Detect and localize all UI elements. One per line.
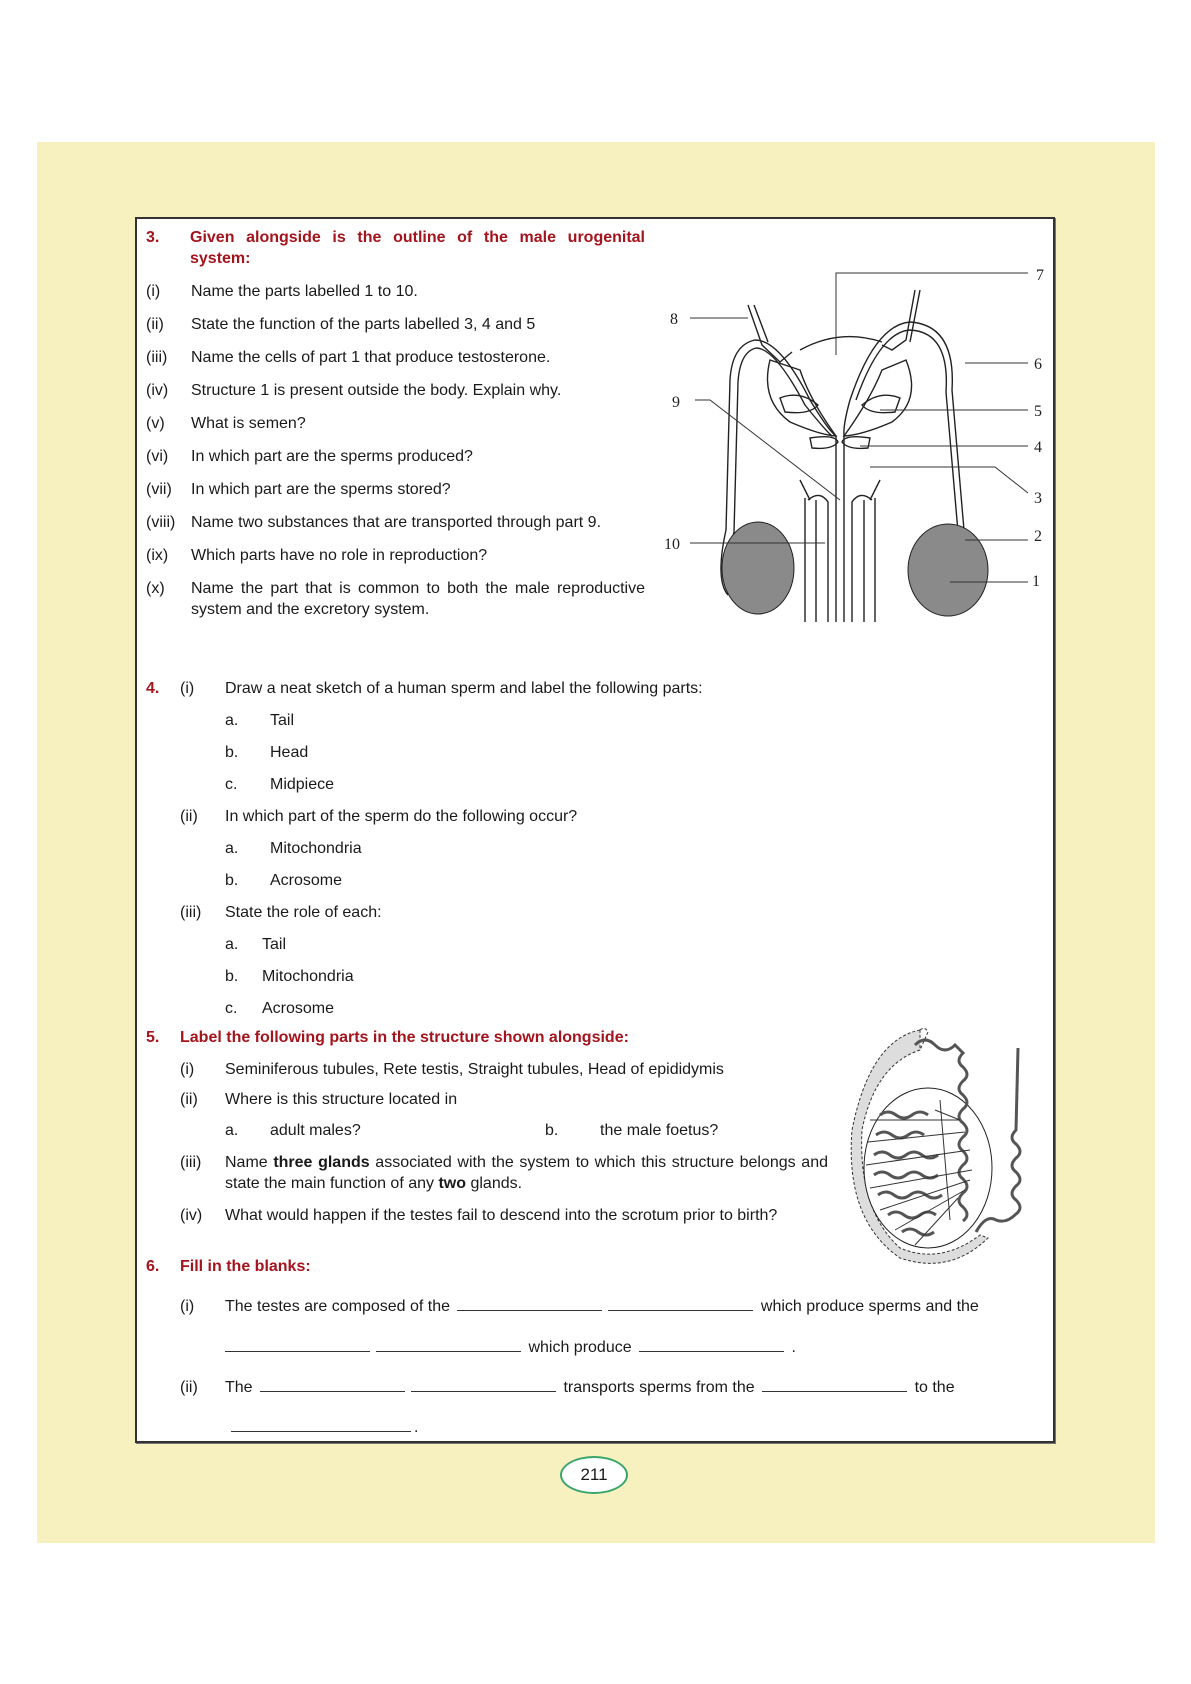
item-number: (i) [180,1298,195,1315]
page-number: 211 [560,1456,628,1494]
item-text: Name the cells of part 1 that produce testosterone. [191,349,551,366]
sub-label: b. [225,872,239,889]
item-text: State the function of the parts labelled 3, 4 and 5 [191,316,536,333]
item-number: (iv) [180,1207,203,1224]
question-item [180,1059,828,1080]
sub-items [180,1120,828,1141]
question-heading: Given alongside is the outline of the male urogenital system: [190,229,645,267]
item-number: (iii) [180,904,202,921]
sub-label: a. [225,936,239,953]
bold-text: two [438,1175,467,1192]
sub-item [180,710,946,731]
fill-blank-ii-line2 [228,1417,418,1438]
item-text: What would happen if the testes fail to descend into the scrotum prior to birth? [225,1207,778,1224]
question-item [146,380,645,401]
blank-input[interactable] [225,1337,370,1352]
text: The testes are composed of the [225,1298,451,1315]
sub-label: b. [225,968,239,985]
item-text: What is semen? [191,415,306,432]
question-heading: Label the following parts in the structure shown alongside: [180,1029,629,1046]
item-number: (ii) [180,808,198,825]
question-item [180,1152,828,1194]
sub-label: b. [545,1122,559,1139]
item-number: (ii) [180,1091,198,1108]
item-text: Name the parts labelled 1 to 10. [191,283,418,300]
bladder-outline [800,337,882,350]
item-number: (vi) [146,448,169,465]
question-heading: Fill in the blanks: [180,1258,311,1275]
label-8: 8 [670,311,678,328]
sub-text: Midpiece [270,776,335,793]
testis-left [722,522,794,614]
seminal-vesicle-right [844,360,912,436]
sub-item [180,934,946,955]
fill-blank-i-line2 [222,1337,796,1358]
question-item [146,578,645,620]
item-text: Name the part that is common to both the male reproductive system and the excretory system. [191,580,645,618]
sub-label: a. [225,1122,239,1139]
item-number: (ii) [180,1379,198,1396]
item-number: (vii) [146,481,172,498]
question-item [146,512,645,533]
sub-text: Acrosome [270,872,343,889]
label-3: 3 [1034,490,1042,507]
item-number: (ii) [146,316,164,333]
sub-label: c. [225,776,238,793]
male-urogenital-system-diagram [660,250,1060,625]
question-4 [146,678,946,1019]
label-6: 6 [1034,356,1042,373]
question-item [146,479,645,500]
item-text: In which part are the sperms stored? [191,481,451,498]
item-text: Draw a neat sketch of a human sperm and label the following parts: [225,680,703,697]
question-item [180,678,946,699]
item-number: (i) [146,283,161,300]
question-5 [146,1027,828,1226]
question-3 [146,227,645,620]
question-item [180,1089,828,1110]
text: associated with the system to which this structure belongs and state the main function of any [225,1154,829,1192]
sub-item [180,870,946,891]
question-item [146,314,645,335]
text: glands. [466,1175,523,1192]
item-number: (x) [146,580,165,597]
sub-text: Mitochondria [270,840,362,857]
text: transports sperms from the [563,1379,755,1396]
blank-input[interactable] [762,1377,907,1392]
item-text: In which part of the sperm do the following occur? [225,808,578,825]
blank-input[interactable] [260,1377,405,1392]
question-item [180,902,946,923]
blank-input[interactable] [231,1417,411,1432]
text: Name [225,1154,274,1171]
text: which produce sperms and the [760,1298,979,1315]
label-10: 10 [664,536,680,553]
question-item [146,545,645,566]
sub-item [180,838,946,859]
blank-input[interactable] [411,1377,556,1392]
sub-label: c. [225,1000,238,1017]
item-text: Seminiferous tubules, Rete testis, Straight tubules, Head of epididymis [225,1061,724,1078]
question-number: 5. [146,1029,160,1046]
sub-text: Tail [262,936,287,953]
fill-blank-ii-line1 [180,1377,955,1398]
fill-blank-i-line1 [180,1296,979,1317]
item-number: (i) [180,680,195,697]
question-6 [146,1256,311,1277]
label-2: 2 [1034,528,1042,545]
question-item [146,347,645,368]
label-5: 5 [1034,403,1042,420]
question-number: 4. [146,680,160,697]
text: . [414,1419,419,1436]
item-text [225,1152,828,1194]
question-item [146,413,645,434]
sub-text: adult males? [270,1122,361,1139]
item-number: (v) [146,415,165,432]
sub-label: a. [225,712,239,729]
item-text: State the role of each: [225,904,382,921]
sub-item [180,774,946,795]
item-number: (ix) [146,547,169,564]
question-item [180,806,946,827]
text: which produce [528,1339,632,1356]
sub-text: Tail [270,712,295,729]
sub-text: the male foetus? [600,1122,719,1139]
question-item [146,446,645,467]
sub-label: a. [225,840,239,857]
text: to the [914,1379,955,1396]
label-4: 4 [1034,439,1042,456]
item-number: (iii) [146,349,168,366]
item-text: Structure 1 is present outside the body. Explain why. [191,382,562,399]
question-number: 3. [146,229,160,246]
text: The [225,1379,253,1396]
bold-text: three glands [273,1154,370,1171]
item-number: (i) [180,1061,195,1078]
item-text: Where is this structure located in [225,1091,458,1108]
sub-label: b. [225,744,239,761]
question-item [146,281,645,302]
item-number: (iv) [146,382,169,399]
label-1: 1 [1032,573,1040,590]
item-number: (iii) [180,1154,202,1171]
question-number: 6. [146,1258,160,1275]
label-9: 9 [672,394,680,411]
sub-text: Mitochondria [262,968,354,985]
testis-right [908,524,988,616]
testis-section-diagram [840,1020,1060,1280]
item-text: Which parts have no role in reproduction? [191,547,488,564]
sub-item [180,742,946,763]
item-number: (viii) [146,514,176,531]
item-text: Name two substances that are transported through part 9. [191,514,602,531]
label-7: 7 [1036,267,1044,284]
blank-input[interactable] [639,1337,784,1352]
sub-item [180,998,946,1019]
question-item [180,1205,828,1226]
blank-input[interactable] [608,1296,753,1311]
sub-text: Acrosome [262,1000,335,1017]
item-text: In which part are the sperms produced? [191,448,473,465]
sub-item [180,966,946,987]
text: . [791,1339,796,1356]
blank-input[interactable] [457,1296,602,1311]
blank-input[interactable] [376,1337,521,1352]
sub-text: Head [270,744,309,761]
